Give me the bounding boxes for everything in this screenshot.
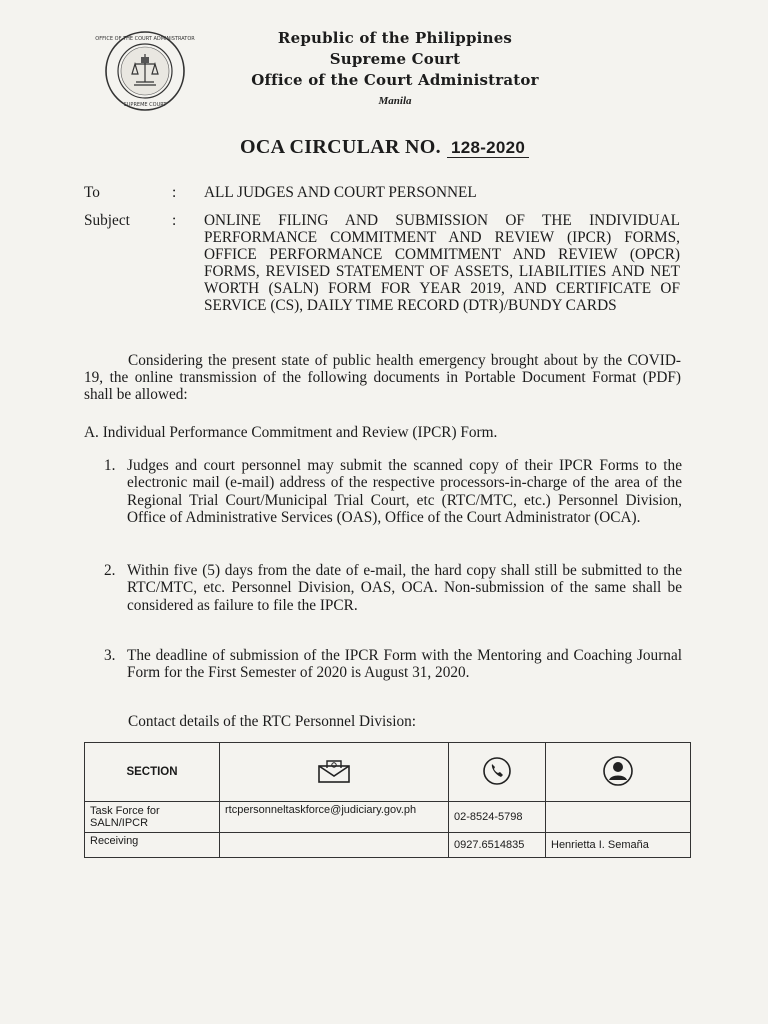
table-cell-section: Receiving	[85, 833, 220, 858]
list-item-number: 3.	[104, 647, 116, 664]
section-a-heading: A. Individual Performance Commitment and Review (IPCR) Form.	[84, 424, 498, 441]
list-item-text: The deadline of submission of the IPCR Form with the Mentoring and Coaching Journal Form for the First Semester of 2020 is August 31, 2020.	[127, 647, 682, 682]
table-header-phone	[449, 743, 546, 802]
court-seal-logo	[95, 30, 195, 112]
email-icon	[317, 758, 351, 784]
list-item	[104, 562, 682, 614]
to-value: ALL JUDGES AND COURT PERSONNEL	[204, 184, 477, 201]
svg-text:OFFICE OF THE COURT ADMINISTRA: OFFICE OF THE COURT ADMINISTRATOR	[95, 36, 195, 42]
table-header-person	[546, 743, 691, 802]
table-cell-section: Task Force for SALN/IPCR	[85, 802, 220, 833]
list-item-number: 1.	[104, 457, 116, 474]
table-cell-person	[546, 802, 691, 833]
person-icon	[602, 755, 634, 787]
table-header-email	[220, 743, 449, 802]
table-cell-phone: 02-8524-5798	[449, 802, 546, 833]
circular-label: OCA CIRCULAR NO.	[240, 136, 441, 158]
letterhead-city: Manila	[378, 95, 412, 107]
letterhead-republic: Republic of the Philippines	[277, 29, 513, 47]
table-row	[85, 833, 691, 858]
subject-label: Subject	[84, 212, 130, 229]
list-item-text: Judges and court personnel may submit the scanned copy of their IPCR Forms to the electronic mail (e-mail) address of the respective processors-in-charge of the area of the Regional Trial Court/Municipal Trial Court, etc (RTC/MTC, etc.) Personnel Division, Office of Administrative Services (OAS), Office of the Court Administrator (OCA).	[127, 457, 682, 527]
list-item-text: Within five (5) days from the date of e-mail, the hard copy shall still be submitted to the RTC/MTC, etc. Personnel Division, OAS, OCA. Non-submission of the same shall be considered as failure to file the IPCR.	[127, 562, 682, 614]
phone-icon	[482, 756, 512, 786]
contact-table	[84, 742, 691, 858]
table-header-row	[85, 743, 691, 802]
svg-text:SUPREME COURT: SUPREME COURT	[123, 102, 167, 108]
table-header-section: SECTION	[85, 743, 220, 802]
subject-colon: :	[172, 212, 177, 229]
table-cell-person: Henrietta I. Semaña	[546, 833, 691, 858]
letterhead-oca: Office of the Court Administrator	[251, 71, 539, 89]
intro-paragraph: Considering the present state of public health emergency brought about by the COVID-19, the online transmission of the following documents in Portable Document Format (PDF) shall be allowed:	[84, 352, 681, 403]
list-item	[104, 457, 682, 527]
contact-heading: Contact details of the RTC Personnel Division:	[128, 713, 416, 730]
table-cell-email	[220, 833, 449, 858]
list-item-number: 2.	[104, 562, 116, 579]
table-cell-email: rtcpersonneltaskforce@judiciary.gov.ph	[220, 802, 449, 833]
to-colon: :	[172, 184, 177, 201]
subject-value: ONLINE FILING AND SUBMISSION OF THE INDIVIDUAL PERFORMANCE COMMITMENT AND REVIEW (IPCR) FORMS, OFFICE PERFORMANCE COMMITMENT AND REVIEW (OPCR) FORMS, REVISED STATEMENT OF ASSETS, LIABILITIES AND NET WORTH (SALN) FORM FOR YEAR 2019, AND CERTIFICATE OF SERVICE (CS), DAILY TIME RECORD (DTR)/BUNDY CARDS	[204, 212, 680, 314]
to-label: To	[84, 184, 100, 201]
table-row	[85, 802, 691, 833]
letterhead-supreme-court: Supreme Court	[329, 50, 461, 68]
circular-title	[240, 136, 529, 159]
circular-number: 128-2020	[447, 138, 529, 158]
list-item	[104, 647, 682, 682]
letterhead	[230, 28, 560, 112]
table-cell-phone: 0927.6514835	[449, 833, 546, 858]
